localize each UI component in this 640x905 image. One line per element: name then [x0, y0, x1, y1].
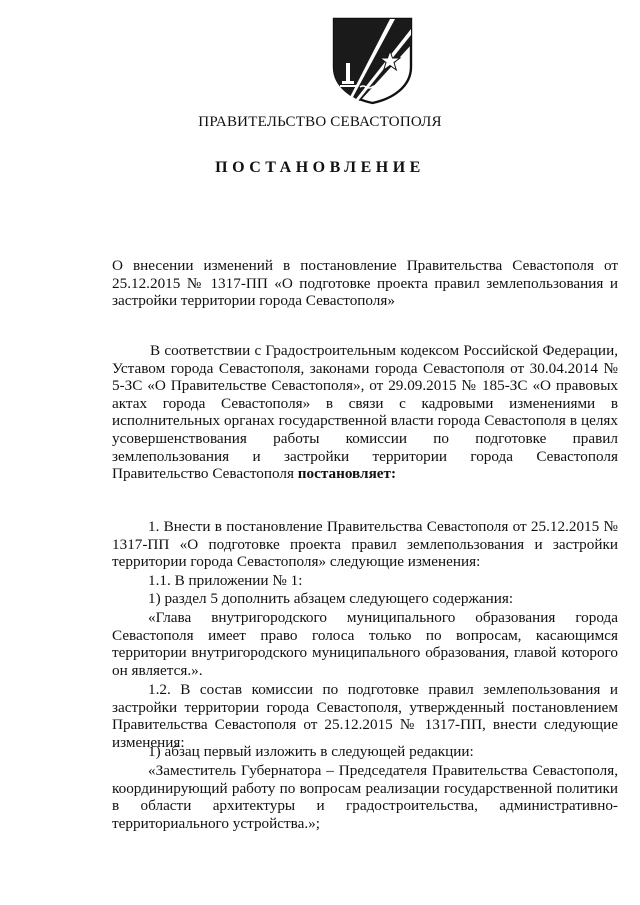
item-1-1: 1.1. В приложении № 1: — [148, 572, 303, 589]
sevastopol-coat-of-arms-icon — [330, 15, 415, 105]
preamble-resolves: постановляет: — [297, 465, 397, 483]
document-subject: О внесении изменений в постановление Правительства Севастополя от 25.12.2015 № 1317-ПП «О подготовке проекта правил землепользования и застройки территории города Севастополя» — [112, 257, 618, 310]
quote-2: «Заместитель Губернатора – Председателя Правительства Севастополя, координирующий работу по вопросам реализации государственной политики в области архитектуры и градостроительства, административно-территориального устройства.»; — [112, 762, 618, 832]
item-1: 1. Внести в постановление Правительства Севастополя от 25.12.2015 № 1317-ПП «О подготовке проекта правил землепользования и застройки территории города Севастополя» следующие изменения: — [112, 518, 618, 571]
organization-name: ПРАВИТЕЛЬСТВО СЕВАСТОПОЛЯ — [198, 114, 442, 130]
quote-1: «Глава внутригородского муниципального образования города Севастополя имеет право голоса только по вопросам, касающимся территории внутригородского муниципального образования, главой которого он является.». — [112, 609, 618, 679]
preamble-paragraph — [112, 342, 618, 483]
item-1-1-1: 1) раздел 5 дополнить абзацем следующего содержания: — [148, 590, 514, 607]
item-1-2: 1.2. В состав комиссии по подготовке правил землепользования и застройки территории города Севастополя, утвержденный постановлением Правительства Севастополя от 25.12.2015 № 1317-ПП, внести следующие изменения: — [112, 681, 618, 751]
item-1-2-1: 1) абзац первый изложить в следующей редакции: — [148, 743, 474, 760]
preamble-text: В соответствии с Градостроительным кодексом Российской Федерации, Уставом города Севастополя, законами города Севастополя от 30.04.2014 № 5-ЗС «О Правительстве Севастополя», от 29.09.2015 № 185-ЗС «О правовых актах города Севастополя» в связи с кадровыми изменениями в исполнительных органах государственной власти города Севастополя в целях усовершенствования работы комиссии по подготовке правил землепользования и застройки территории города Севастополя Правительство Севастополя — [112, 342, 618, 483]
document-type-title: ПОСТАНОВЛЕНИЕ — [215, 159, 425, 176]
